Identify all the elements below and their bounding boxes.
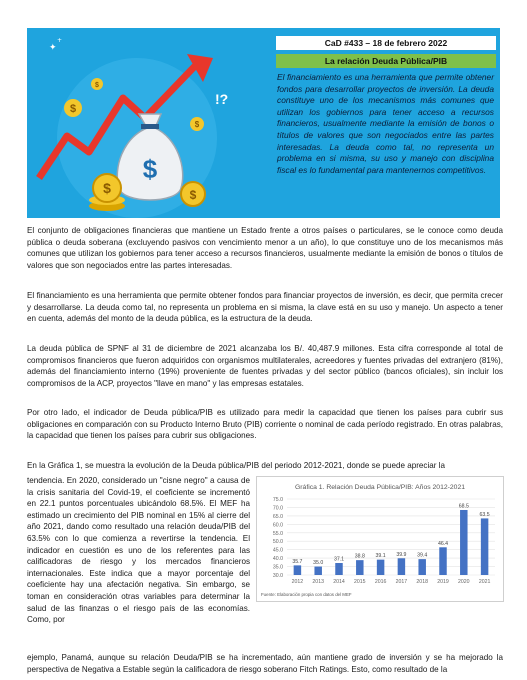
y-tick-label: 40.0 — [272, 556, 283, 563]
y-tick-label: 35.0 — [272, 564, 283, 571]
header-banner — [27, 28, 500, 218]
bar — [294, 565, 301, 575]
x-tick-label: 2014 — [333, 579, 345, 585]
paragraph-2: El financiamiento es una herramienta que permite obtener fondos para financiar proyectos de inversión, es decir, que permita crecer y desarrollarse. La deuda como tal, no representa un problema en si misma, la clave está en su uso y manejo. Un aspecto a tener en cuenta, además del monto de la deuda pública, es la estructura de la deuda. — [27, 291, 503, 324]
debt-gdp-chart — [256, 476, 504, 602]
x-tick-label: 2012 — [291, 579, 304, 585]
svg-text:+: + — [57, 37, 63, 44]
data-label: 37.1 — [333, 556, 345, 563]
data-label: 35.7 — [292, 558, 303, 565]
bar — [314, 567, 321, 575]
paragraph-3: La deuda pública de SPNF al 31 de diciembre de 2021 alcanzaba los B/. 40,487.9 millones. Esta cifra corresponde al total de compromisos financieros que fueron adquiridos con organismos multilaterales, acreedores y fuentes privadas del extranjero (81%), además del financiamiento interno (19%) proveniente de fuentes privadas y del sector público (bancos oficiales), sin incluir los compromisos de la ACP, proyectos "llave en mano" y las empresas estatales. — [27, 344, 503, 388]
y-tick-label: 45.0 — [272, 547, 283, 554]
y-tick-label: 50.0 — [272, 539, 283, 546]
bar — [481, 518, 488, 575]
chart-svg — [257, 477, 503, 601]
y-tick-label: 70.0 — [272, 505, 283, 512]
data-label: 68.5 — [458, 503, 469, 510]
page-title: La relación Deuda Pública/PIB — [276, 54, 496, 68]
bar — [335, 563, 342, 575]
data-label: 35.0 — [313, 560, 324, 567]
data-label: 39.4 — [417, 552, 428, 559]
x-tick-label: 2020 — [458, 579, 470, 585]
svg-text:$: $ — [194, 120, 200, 129]
svg-text:$: $ — [189, 188, 197, 202]
y-tick-label: 75.0 — [272, 497, 283, 503]
bar — [377, 560, 384, 575]
paragraph-5-wrap: tendencia. En 2020, considerado un "cisne negro" a causa de la crisis sanitaria del Covid-19, el coeficiente se incrementó en 22.1 puntos porcentuales ubicándolo 68.5%. El MEF ha estimado un crecimiento del PIB nominal en 15% al cierre del año 2021, dando como resultado una relación deuda/PIB del 63.5% con lo que comienza a revertirse la tendencia. El indicador en cuestión es uno de los referentes para las calificadoras de riesgo y los mercados financieros internacionales. Este indica que a mayor porcentaje del coeficiente hay una afectación negativa. Sin embargo, se toman en consideración otras variables para determinar la salud de las finanzas o el riesgo país de las economías. Como, por — [27, 476, 250, 625]
svg-text:$: $ — [103, 180, 111, 196]
y-tick-label: 65.0 — [272, 513, 283, 520]
x-tick-label: 2015 — [354, 579, 366, 585]
data-label: 63.5 — [479, 511, 490, 518]
bar — [460, 510, 467, 575]
paragraph-5-lead: En la Gráfica 1, se muestra la evolución de la Deuda pública/PIB del periodo 2012-2021, donde se puede apreciar la — [27, 461, 445, 470]
svg-text:$: $ — [69, 103, 77, 115]
y-tick-label: 55.0 — [272, 530, 283, 537]
y-tick-label: 60.0 — [272, 522, 283, 529]
data-label: 46.4 — [437, 540, 449, 547]
chart-title: Gráfica 1. Relación Deuda Pública/PIB: Años 2012-2021 — [294, 484, 466, 491]
issue-badge: CaD #433 – 18 de febrero 2022 — [276, 36, 496, 50]
data-label: 39.1 — [375, 553, 386, 560]
bar — [418, 559, 425, 575]
finance-illustration — [27, 28, 237, 218]
x-tick-label: 2019 — [437, 579, 449, 585]
exclaim-mark: !? — [215, 91, 229, 107]
data-label: 38.8 — [354, 553, 365, 560]
bar — [356, 560, 363, 575]
x-tick-label: 2017 — [395, 579, 408, 585]
x-tick-label: 2018 — [416, 579, 428, 585]
paragraph-4: Por otro lado, el indicador de Deuda pública/PIB es utilizado para medir la capacidad que tienen los países para cubrir sus obligaciones en comparación con su Producto Interno Bruto (PIB) corriente o nominal de cada período registrado. En otras palabras, la capacidad que tienen los países para cubrir sus obligaciones. — [27, 408, 503, 441]
bar — [398, 558, 405, 575]
y-tick-label: 30.0 — [272, 573, 283, 579]
x-tick-label: 2013 — [312, 579, 324, 585]
svg-text:✦: ✦ — [49, 43, 57, 53]
chart-source: Fuente: Elaboración propia con datos del MEF — [261, 592, 352, 597]
svg-text:$: $ — [95, 82, 99, 89]
data-label: 39.9 — [396, 551, 407, 558]
svg-text:$: $ — [142, 154, 158, 184]
bar — [439, 547, 446, 575]
x-tick-label: 2016 — [374, 579, 387, 585]
paragraph-5-tail: ejemplo, Panamá, aunque su relación Deuda/PIB se ha incrementado, aún mantiene grado de inversión y se ha mejorado la perspectiva de Negativa a Estable según la calificadora de riesgo soberano Fitch Ratings. Esto, como resultado de la — [27, 653, 503, 674]
intro-text: El financiamiento es una herramienta que permite obtener fondos para desarrollar proyectos de inversión. La deuda constituye uno de los mecanismos más comunes que utilizan los gobiernos para tener acceso a recursos financieros, usualmente mediante la emisión de bonos o títulos de valores que son negociados entre las partes interesadas. La deuda como tal, no representa un problema en si misma, su uso y manejo con disciplina fiscal es lo fundamental para mantenernos competitivos. — [277, 72, 494, 175]
paragraph-1: El conjunto de obligaciones financieras que mantiene un Estado frente a otros países o particulares, se le conoce como deuda pública o deuda soberana (excluyendo pasivos con vencimiento menor a un año), lo que constituye uno de los mecanismos más comunes que utilizan los gobiernos para tener acceso a recursos financieros, usualmente mediante la emisión de bonos o títulos de valores que son negociados entre las partes interesadas. — [27, 226, 503, 270]
x-tick-label: 2021 — [478, 579, 491, 585]
